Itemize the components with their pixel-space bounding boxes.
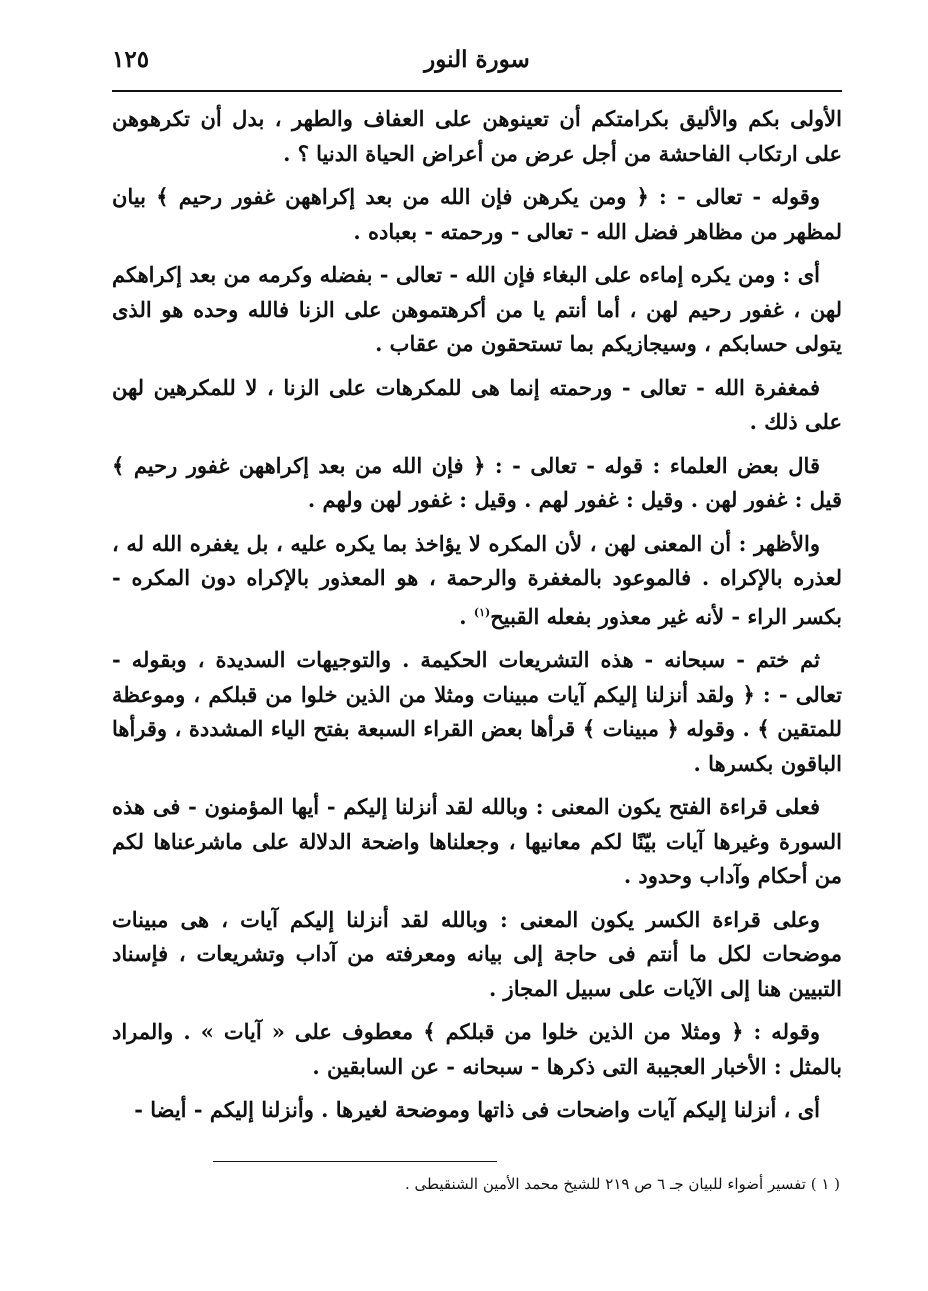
footnote-marker: (١): [473, 605, 491, 619]
paragraph: [112, 527, 842, 635]
paragraph: ثم ختم - سبحانه - هذه التشريعات الحكيمة . والتوجيهات السديدة ، وبقوله - تعالى - : ﴿ ولقد أنزلنا إليكم آيات مبينات ومثلا من الذين خلوا من قبلكم ، وموعظة للمتقين ﴾ . وقوله ﴿ مبينات ﴾ قرأها بعض القراء السبعة بفتح الياء المشددة ، وقرأها الباقون بكسرها .: [112, 647, 842, 776]
paragraph: وعلى قراءة الكسر يكون المعنى : وبالله لقد أنزلنا إليكم آيات ، هى مبينات موضحات لكل ما أنتم فى حاجة إلى بيانه ومعرفته من آداب وتشريعات ، فإسناد التبيين هنا إلى الآيات على سبيل المجاز .: [112, 906, 842, 1001]
book-page: [112, 40, 842, 1137]
header-divider: [112, 90, 842, 92]
paragraph-tail: .: [459, 603, 474, 629]
page-header: [112, 40, 842, 84]
body-text: [112, 102, 842, 1128]
surah-title: سورة النور: [424, 46, 530, 73]
paragraph-text: والأظهر : أن المعنى لهن ، لأن المكره لا يؤاخذ بما يكره عليه ، بل يغفره الله له ، لعذره بالإكراه . فالموعود بالمغفرة والرحمة ، هو المعذور بالإكراه دون المكره - بكسر الراء - لأنه غير معذور بفعله القبيح: [112, 530, 842, 629]
paragraph: أى ، أنزلنا إليكم آيات واضحات فى ذاتها وموضحة لغيرها . وأنزلنا إليكم - أيضا -: [134, 1097, 820, 1122]
paragraph: وقوله - تعالى - : ﴿ ومن يكرهن فإن الله من بعد إكراههن غفور رحيم ﴾ بيان لمظهر من مظاهر فضل الله - تعالى - ورحمته - بعباده .: [112, 184, 842, 244]
paragraph: الأولى بكم والأليق بكرامتكم أن تعينوهن على العفاف والطهر ، بدل أن تكرهوهن على ارتكاب الفاحشة من أجل عرض من أعراض الحياة الدنيا ؟ .: [112, 106, 842, 166]
paragraph: فمغفرة الله - تعالى - ورحمته إنما هى للمكرهات على الزنا ، لا للمكرهين لهن على ذلك .: [112, 374, 842, 434]
page-number: ١٢٥: [112, 46, 150, 73]
footnote-divider: [213, 1161, 497, 1162]
paragraph: فعلى قراءة الفتح يكون المعنى : وبالله لقد أنزلنا إليكم - أيها المؤمنون - فى هذه السورة وغيرها آيات بيّنًا لكم معانيها ، وجعلناها واضحة الدلالة على ماشرعناها لكم من أحكام وآداب وحدود .: [112, 794, 842, 888]
paragraph: أى : ومن يكره إماءه على البغاء فإن الله - تعالى - بفضله وكرمه من بعد إكراهكم لهن ، غفور رحيم لهن ، أما أنتم يا من أكرهتموهن على الزنا فالله وحده هو الذى يتولى حسابكم ، وسيجازيكم بما تستحقون من عقاب .: [112, 262, 842, 356]
paragraph: وقوله : ﴿ ومثلا من الذين خلوا من قبلكم ﴾ معطوف على « آيات » . والمراد بالمثل : الأخبار العجيبة التى ذكرها - سبحانه - عن السابقين .: [112, 1019, 842, 1079]
paragraph: قال بعض العلماء : قوله - تعالى - : ﴿ فإن الله من بعد إكراههن غفور رحيم ﴾ قيل : غفور لهن . وقيل : غفور لهم . وقيل : غفور لهن ولهم .: [112, 452, 842, 512]
footnote: ( ١ ) تفسير أضواء للبيان جـ ٦ ص ٢١٩ للشيخ محمد الأمين الشنقيطى .: [405, 1175, 840, 1193]
